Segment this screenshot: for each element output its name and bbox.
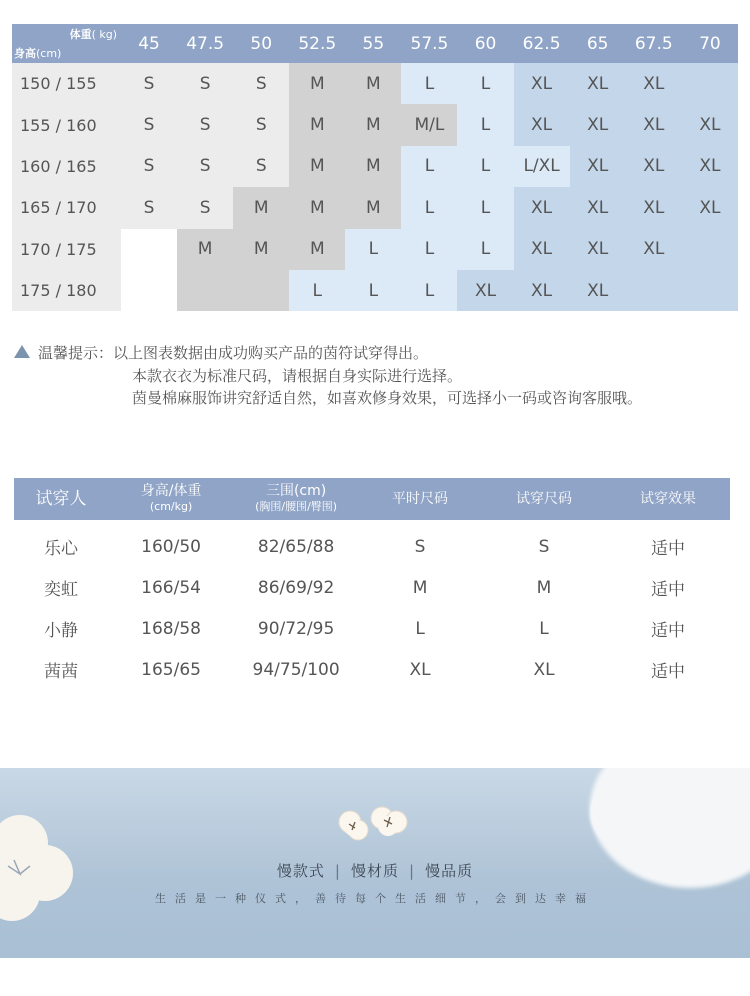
header-hw (108, 478, 234, 520)
tryon-row (14, 608, 730, 649)
tryon-table (14, 478, 730, 690)
tagline: 生活是一种仪式，善待每个生活细节，会到达幸福 (155, 892, 595, 905)
size-row (12, 104, 738, 145)
size-cell: XL (514, 104, 570, 145)
size-cell: M (289, 63, 345, 104)
slogan-separator: | (409, 862, 416, 880)
size-row (12, 229, 738, 270)
notice-line3: 茵曼棉麻服饰讲究舒适自然，如喜欢修身效果，可选择小一码或咨询客服哦。 (132, 389, 643, 407)
tryon-tried: L (539, 618, 549, 639)
size-row (12, 270, 738, 311)
size-cell: S (121, 146, 177, 187)
size-cell: M (345, 104, 401, 145)
tryon-hw: 165/65 (141, 659, 201, 680)
brand-banner (0, 768, 750, 958)
notice-line2: 本款衣衣为标准尺码，请根据自身实际进行选择。 (132, 366, 463, 385)
weight-label: 体重 (69, 28, 92, 41)
weight-header: 57.5 (401, 24, 457, 63)
tryon-bwh: 90/72/95 (257, 618, 335, 639)
size-cell: M (345, 187, 401, 228)
height-unit: (cm) (36, 47, 62, 60)
tryon-hw: 168/58 (141, 618, 201, 639)
size-cell: XL (570, 270, 626, 311)
height-label: 身高 (14, 47, 36, 60)
size-cell: L (457, 229, 513, 270)
size-cell: XL (457, 270, 513, 311)
tryon-tried: S (538, 536, 550, 557)
tryon-name: 乐心 (44, 539, 79, 559)
tryon-effect: 适中 (650, 580, 685, 600)
size-cell: XL (682, 187, 738, 228)
size-cell: XL (514, 229, 570, 270)
header-usual: 平时尺码 (358, 478, 482, 520)
height-range: 155 / 160 (12, 104, 121, 145)
slogan-item: 慢材质 (350, 862, 399, 880)
weight-header: 47.5 (177, 24, 233, 63)
tryon-bwh: 86/69/92 (257, 577, 335, 598)
size-cell: XL (514, 270, 570, 311)
size-cell: XL (514, 187, 570, 228)
size-cell: S (121, 187, 177, 228)
size-cell: XL (682, 104, 738, 145)
cotton-flower-icon (336, 804, 412, 844)
cloud-icon (590, 768, 710, 858)
weight-header: 55 (345, 24, 401, 63)
size-cell: L (401, 63, 457, 104)
height-range: 175 / 180 (12, 270, 121, 311)
size-cell: M (233, 229, 289, 270)
size-cell: L (457, 187, 513, 228)
height-range: 150 / 155 (12, 63, 121, 104)
size-cell: S (177, 104, 233, 145)
tryon-row (14, 520, 730, 567)
tryon-tried: M (536, 577, 552, 598)
size-cell: XL (682, 146, 738, 187)
size-cell: XL (570, 146, 626, 187)
size-cell: L (401, 270, 457, 311)
header-tried: 试穿尺码 (482, 478, 606, 520)
size-cell: S (233, 104, 289, 145)
warning-icon (14, 345, 30, 358)
notice (14, 342, 744, 410)
weight-header: 67.5 (626, 24, 682, 63)
size-cell: L/XL (514, 146, 570, 187)
size-cell: S (233, 146, 289, 187)
header-bwh-label: 三围(cm) (265, 483, 327, 499)
header-hw-unit: (cm/kg) (149, 500, 193, 513)
size-cell: L (457, 104, 513, 145)
weight-header: 70 (682, 24, 738, 63)
size-cell: S (177, 146, 233, 187)
size-cell: XL (626, 229, 682, 270)
size-chart (12, 24, 738, 311)
size-cell: XL (626, 146, 682, 187)
size-cell (682, 63, 738, 104)
weight-header: 52.5 (289, 24, 345, 63)
size-cell: M (289, 229, 345, 270)
tryon-usual: XL (409, 659, 431, 680)
tryon-hw: 166/54 (141, 577, 201, 598)
header-bwh (234, 478, 358, 520)
tryon-hw: 160/50 (141, 536, 201, 557)
size-chart-header (12, 24, 738, 63)
size-cell: XL (626, 187, 682, 228)
size-cell (233, 270, 289, 311)
size-row (12, 63, 738, 104)
size-cell: M (177, 229, 233, 270)
weight-header: 60 (457, 24, 513, 63)
slogan-item: 慢品质 (425, 862, 474, 880)
size-cell: M (289, 104, 345, 145)
size-cell (682, 229, 738, 270)
header-bwh-unit: (胸围/腰围/臀围) (255, 500, 338, 513)
size-cell: XL (570, 104, 626, 145)
size-cell: M (289, 187, 345, 228)
size-cell: S (121, 63, 177, 104)
size-cell: L (345, 270, 401, 311)
height-range: 170 / 175 (12, 229, 121, 270)
size-cell: XL (570, 63, 626, 104)
size-cell: M (345, 63, 401, 104)
size-cell: M (233, 187, 289, 228)
slogan-item: 慢款式 (276, 862, 325, 880)
size-cell: L (345, 229, 401, 270)
tryon-bwh: 94/75/100 (252, 659, 340, 680)
slogan (0, 860, 750, 881)
tryon-usual: S (414, 536, 426, 557)
tryon-effect: 适中 (650, 621, 685, 641)
size-cell: XL (626, 63, 682, 104)
weight-header: 65 (570, 24, 626, 63)
weight-header: 45 (121, 24, 177, 63)
size-cell: M (289, 146, 345, 187)
size-cell (121, 229, 177, 270)
notice-line1: 以上图表数据由成功购买产品的茵符试穿得出。 (113, 344, 429, 362)
size-cell: L (401, 187, 457, 228)
size-cell: S (121, 104, 177, 145)
size-cell: L (401, 229, 457, 270)
size-row (12, 187, 738, 228)
tryon-tried: XL (533, 659, 555, 680)
header-hw-label: 身高/体重 (140, 483, 202, 499)
weight-header: 62.5 (514, 24, 570, 63)
size-cell: S (177, 63, 233, 104)
tryon-header (14, 478, 730, 520)
size-cell (121, 270, 177, 311)
tryon-bwh: 82/65/88 (257, 536, 335, 557)
size-cell: S (233, 63, 289, 104)
size-cell: M/L (401, 104, 457, 145)
tryon-effect: 适中 (650, 662, 685, 682)
size-cell: XL (570, 229, 626, 270)
size-cell: L (457, 146, 513, 187)
size-cell: L (457, 63, 513, 104)
slogan-separator: | (334, 862, 341, 880)
tryon-name: 小静 (44, 621, 79, 641)
size-cell: XL (514, 63, 570, 104)
header-name: 试穿人 (14, 478, 108, 520)
size-chart-corner (12, 24, 121, 63)
size-cell: M (345, 146, 401, 187)
header-effect: 试穿效果 (606, 478, 730, 520)
tryon-name: 奕虹 (44, 580, 79, 600)
size-cell: XL (626, 104, 682, 145)
height-range: 165 / 170 (12, 187, 121, 228)
tryon-name: 茜茜 (44, 662, 79, 682)
tryon-row (14, 649, 730, 690)
height-range: 160 / 165 (12, 146, 121, 187)
tryon-effect: 适中 (650, 539, 685, 559)
weight-unit: ( kg) (91, 28, 118, 41)
size-cell: XL (570, 187, 626, 228)
size-cell: L (289, 270, 345, 311)
tryon-row (14, 567, 730, 608)
size-cell: L (401, 146, 457, 187)
tryon-usual: M (412, 577, 428, 598)
size-cell (177, 270, 233, 311)
tryon-usual: L (415, 618, 425, 639)
weight-header: 50 (233, 24, 289, 63)
size-cell: S (177, 187, 233, 228)
size-cell (682, 270, 738, 311)
notice-label: 温馨提示： (38, 344, 114, 362)
size-row (12, 146, 738, 187)
size-cell (626, 270, 682, 311)
